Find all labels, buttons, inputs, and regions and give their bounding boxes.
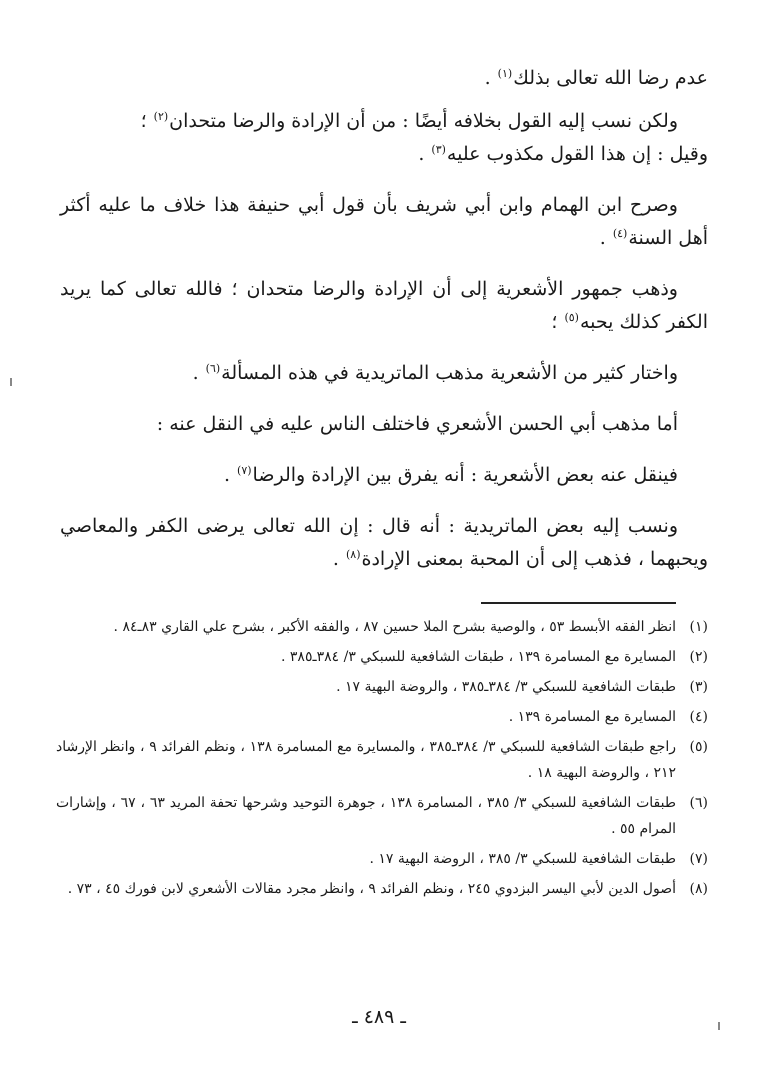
footnote-item xyxy=(56,846,708,872)
main-text xyxy=(60,62,708,594)
footnote-item xyxy=(56,674,708,700)
footnote-number: (٧) xyxy=(689,851,708,867)
footnote-text: المسايرة مع المسامرة ١٣٩ . xyxy=(508,709,676,725)
footnote-ref: (٥) xyxy=(564,310,579,324)
footnote-number: (٦) xyxy=(689,795,708,811)
paragraph: ونسب إليه بعض الماتريدية : أنه قال : إن الله تعالى يرضى الكفر والمعاصي ويحبهما ، فذهب إلى أن المحبة بمعنى الإرادة$^{(٨)}$ . xyxy=(60,515,708,570)
footnote-divider xyxy=(481,602,676,604)
footnote-ref: (٤) xyxy=(612,226,628,240)
page-number: ـ ٤٨٩ ـ xyxy=(352,1006,406,1028)
footnote-number: (٥) xyxy=(689,739,708,755)
footnote-number: (١) xyxy=(689,619,708,635)
paragraph: ولكن نسب إليه القول بخلافه أيضًا : من أن الإرادة والرضا متحدان$^{(٢)}$ ؛ xyxy=(140,109,678,132)
footnote-item xyxy=(56,876,708,902)
footnote-item xyxy=(56,734,708,786)
footnote-text: طبقات الشافعية للسبكي ٣/ ٣٨٥ ، الروضة البهية ١٧ . xyxy=(369,851,676,867)
footnote-number: (٢) xyxy=(689,649,708,665)
footnote-item xyxy=(56,704,708,730)
scan-mark xyxy=(10,378,12,386)
scan-mark xyxy=(718,1022,720,1030)
paragraph: وذهب جمهور الأشعرية إلى أن الإرادة والرضا متحدان ؛ فالله تعالى كما يريد الكفر كذلك يحبه$^{(٥)}$ ؛ xyxy=(60,278,708,333)
footnote-ref: (٦) xyxy=(205,361,221,375)
paragraph: أما مذهب أبي الحسن الأشعري فاختلف الناس عليه في النقل عنه : xyxy=(156,413,678,435)
footnote-ref: (٣) xyxy=(431,142,446,156)
paragraph: فينقل عنه بعض الأشعرية : أنه يفرق بين الإرادة والرضا$^{(٧)}$ . xyxy=(223,463,678,486)
footnote-number: (٤) xyxy=(689,709,708,725)
footnote-ref: (٧) xyxy=(237,463,252,477)
paragraph: عدم رضا الله تعالى بذلك$^{(١)}$ . xyxy=(484,66,708,89)
footnote-ref: (٢) xyxy=(153,109,169,123)
paragraph: واختار كثير من الأشعرية مذهب الماتريدية في هذه المسألة$^{(٦)}$ . xyxy=(192,361,678,384)
footnote-number: (٣) xyxy=(689,679,708,695)
paragraph: وقيل : إن هذا القول مكذوب عليه$^{(٣)}$ . xyxy=(418,142,708,165)
footnote-ref: (١) xyxy=(497,66,513,80)
footnote-text: راجع طبقات الشافعية للسبكي ٣/ ٣٨٤ـ٣٨٥ ، والمسايرة مع المسامرة ١٣٨ ، ونظم الفرائد ٩ ، وانظر الإرشاد ٢١٢ ، والروضة البهية ١٨ . xyxy=(56,739,676,781)
footnote-number: (٨) xyxy=(689,881,708,897)
footnote-item xyxy=(56,614,708,640)
footnote-text: المسايرة مع المسامرة ١٣٩ ، طبقات الشافعية للسبكي ٣/ ٣٨٤ـ٣٨٥ . xyxy=(281,649,676,665)
footnote-text: طبقات الشافعية للسبكي ٣/ ٣٨٤ـ٣٨٥ ، والروضة البهية ١٧ . xyxy=(336,679,676,695)
paragraph: وصرح ابن الهمام وابن أبي شريف بأن قول أبي حنيفة هذا خلاف ما عليه أكثر أهل السنة$^{(٤)}$ . xyxy=(60,194,708,249)
footnote-text: أصول الدين لأبي اليسر البزدوي ٢٤٥ ، ونظم الفرائد ٩ ، وانظر مجرد مقالات الأشعري لابن فورك ٤٥ ، ٧٣ . xyxy=(67,881,676,897)
footnote-ref: (٨) xyxy=(345,547,361,561)
footnote-item xyxy=(56,790,708,842)
footnotes xyxy=(56,614,708,906)
footnote-text: انظر الفقه الأبسط ٥٣ ، والوصية بشرح الملا حسين ٨٧ ، والفقه الأكبر ، بشرح علي القاري ٨٣ـ٨٤ . xyxy=(113,619,676,635)
footnote-text: طبقات الشافعية للسبكي ٣/ ٣٨٥ ، المسامرة ١٣٨ ، جوهرة التوحيد وشرحها تحفة المريد ٦٣ ، ٦٧ ، وإشارات المرام ٥٥ . xyxy=(56,795,676,837)
footnote-item xyxy=(56,644,708,670)
